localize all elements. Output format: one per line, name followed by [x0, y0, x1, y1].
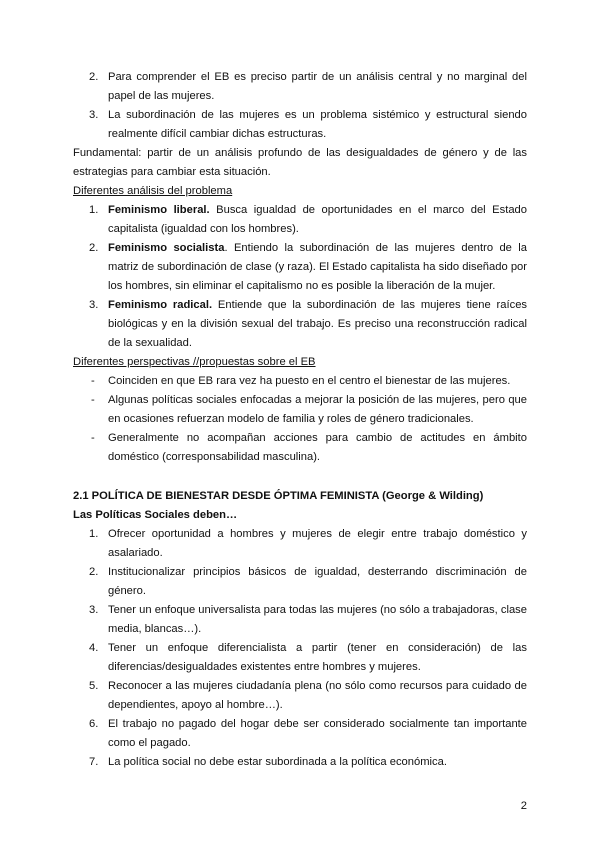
perspectives-heading: Diferentes perspectivas //propuestas sobre el EB	[73, 356, 316, 368]
list-text: Para comprender el EB es preciso partir de un análisis central y no marginal del papel de las mujeres.	[108, 71, 527, 102]
bullet-text: Algunas políticas sociales enfocadas a mejorar la posición de las mujeres, pero que en ocasiones refuerzan modelo de familia y roles de género tradicionales.	[108, 394, 527, 425]
fundamental-paragraph: Fundamental: partir de un análisis profundo de las desigualdades de género y de las estrategias para cambiar esta situación.	[73, 147, 527, 178]
list-text: El trabajo no pagado del hogar debe ser considerado socialmente tan importante como el pagado.	[108, 718, 527, 749]
term: Feminismo radical.	[108, 299, 213, 311]
list-item	[73, 525, 527, 563]
bullet-text: Generalmente no acompañan acciones para cambio de actitudes en ámbito doméstico (corresponsabilidad masculina).	[108, 432, 527, 463]
list-item	[73, 201, 527, 239]
list-number: 6.	[89, 718, 99, 730]
list-text: Reconocer a las mujeres ciudadanía plena (no sólo como recursos para cuidado de dependientes, apoyo al hombre…).	[108, 680, 527, 711]
list-number: 2.	[89, 566, 99, 578]
list-text: Ofrecer oportunidad a hombres y mujeres de elegir entre trabajo doméstico y asalariado.	[108, 528, 527, 559]
analysis-heading: Diferentes análisis del problema	[73, 185, 233, 197]
bullet-item	[73, 372, 527, 391]
list-number: 1.	[89, 204, 99, 216]
list-number: 3.	[89, 109, 99, 121]
dash-marker: -	[91, 394, 95, 406]
list-text: Busca igualdad de oportunidades en el marco del Estado capitalista (igualdad con los hombres).	[108, 204, 528, 235]
page-number: 2	[520, 800, 527, 812]
list-item	[73, 677, 527, 715]
list-text: Entiende que la subordinación de las mujeres tiene raíces biológicas y en la división sexual del trabajo. Es preciso una reconstrucción radical de la sexualidad.	[108, 299, 528, 349]
bullet-item	[73, 391, 527, 429]
page-content	[73, 68, 527, 772]
list-number: 7.	[89, 756, 99, 768]
list-text: Tener un enfoque universalista para todas las mujeres (no sólo a trabajadoras, clase media, blancas…).	[108, 604, 527, 635]
list-number: 5.	[89, 680, 99, 692]
subheading: Las Políticas Sociales deben…	[73, 509, 238, 521]
list-item	[73, 296, 527, 353]
list-item	[73, 601, 527, 639]
dash-marker: -	[91, 375, 95, 387]
list-text: La política social no debe estar subordinada a la política económica.	[108, 756, 447, 768]
list-item	[73, 639, 527, 677]
list-number: 4.	[89, 642, 99, 654]
list-text: La subordinación de las mujeres es un problema sistémico y estructural siendo realmente difícil cambiar dichas estructuras.	[108, 109, 527, 140]
list-text: Tener un enfoque diferencialista a partir (tener en consideración) de las diferencias/desigualdades existentes entre hombres y mujeres.	[108, 642, 527, 673]
list-text: . Entiendo la subordinación de las mujeres dentro de la matriz de subordinación de clase (y raza). El Estado capitalista ha sido diseñado por los hombres, sin eliminar el capitalismo no es posible la liberación de la mujer.	[108, 242, 527, 292]
list-item	[73, 753, 527, 772]
list-number: 3.	[89, 299, 99, 311]
list-item	[73, 68, 527, 106]
list-text: Institucionalizar principios básicos de igualdad, desterrando discriminación de género.	[108, 566, 527, 597]
bullet-text: Coinciden en que EB rara vez ha puesto en el centro el bienestar de las mujeres.	[108, 375, 511, 387]
list-item	[73, 239, 527, 296]
section-title: 2.1 POLÍTICA DE BIENESTAR DESDE ÓPTIMA FEMINISTA (George & Wilding)	[73, 490, 484, 502]
list-number: 2.	[89, 242, 99, 254]
list-number: 2.	[89, 71, 99, 83]
list-number: 1.	[89, 528, 99, 540]
bullet-item	[73, 429, 527, 467]
list-number: 3.	[89, 604, 99, 616]
term: Feminismo socialista	[108, 242, 225, 254]
list-item	[73, 563, 527, 601]
list-item	[73, 715, 527, 753]
list-item	[73, 106, 527, 144]
term: Feminismo liberal.	[108, 204, 210, 216]
dash-marker: -	[91, 432, 95, 444]
